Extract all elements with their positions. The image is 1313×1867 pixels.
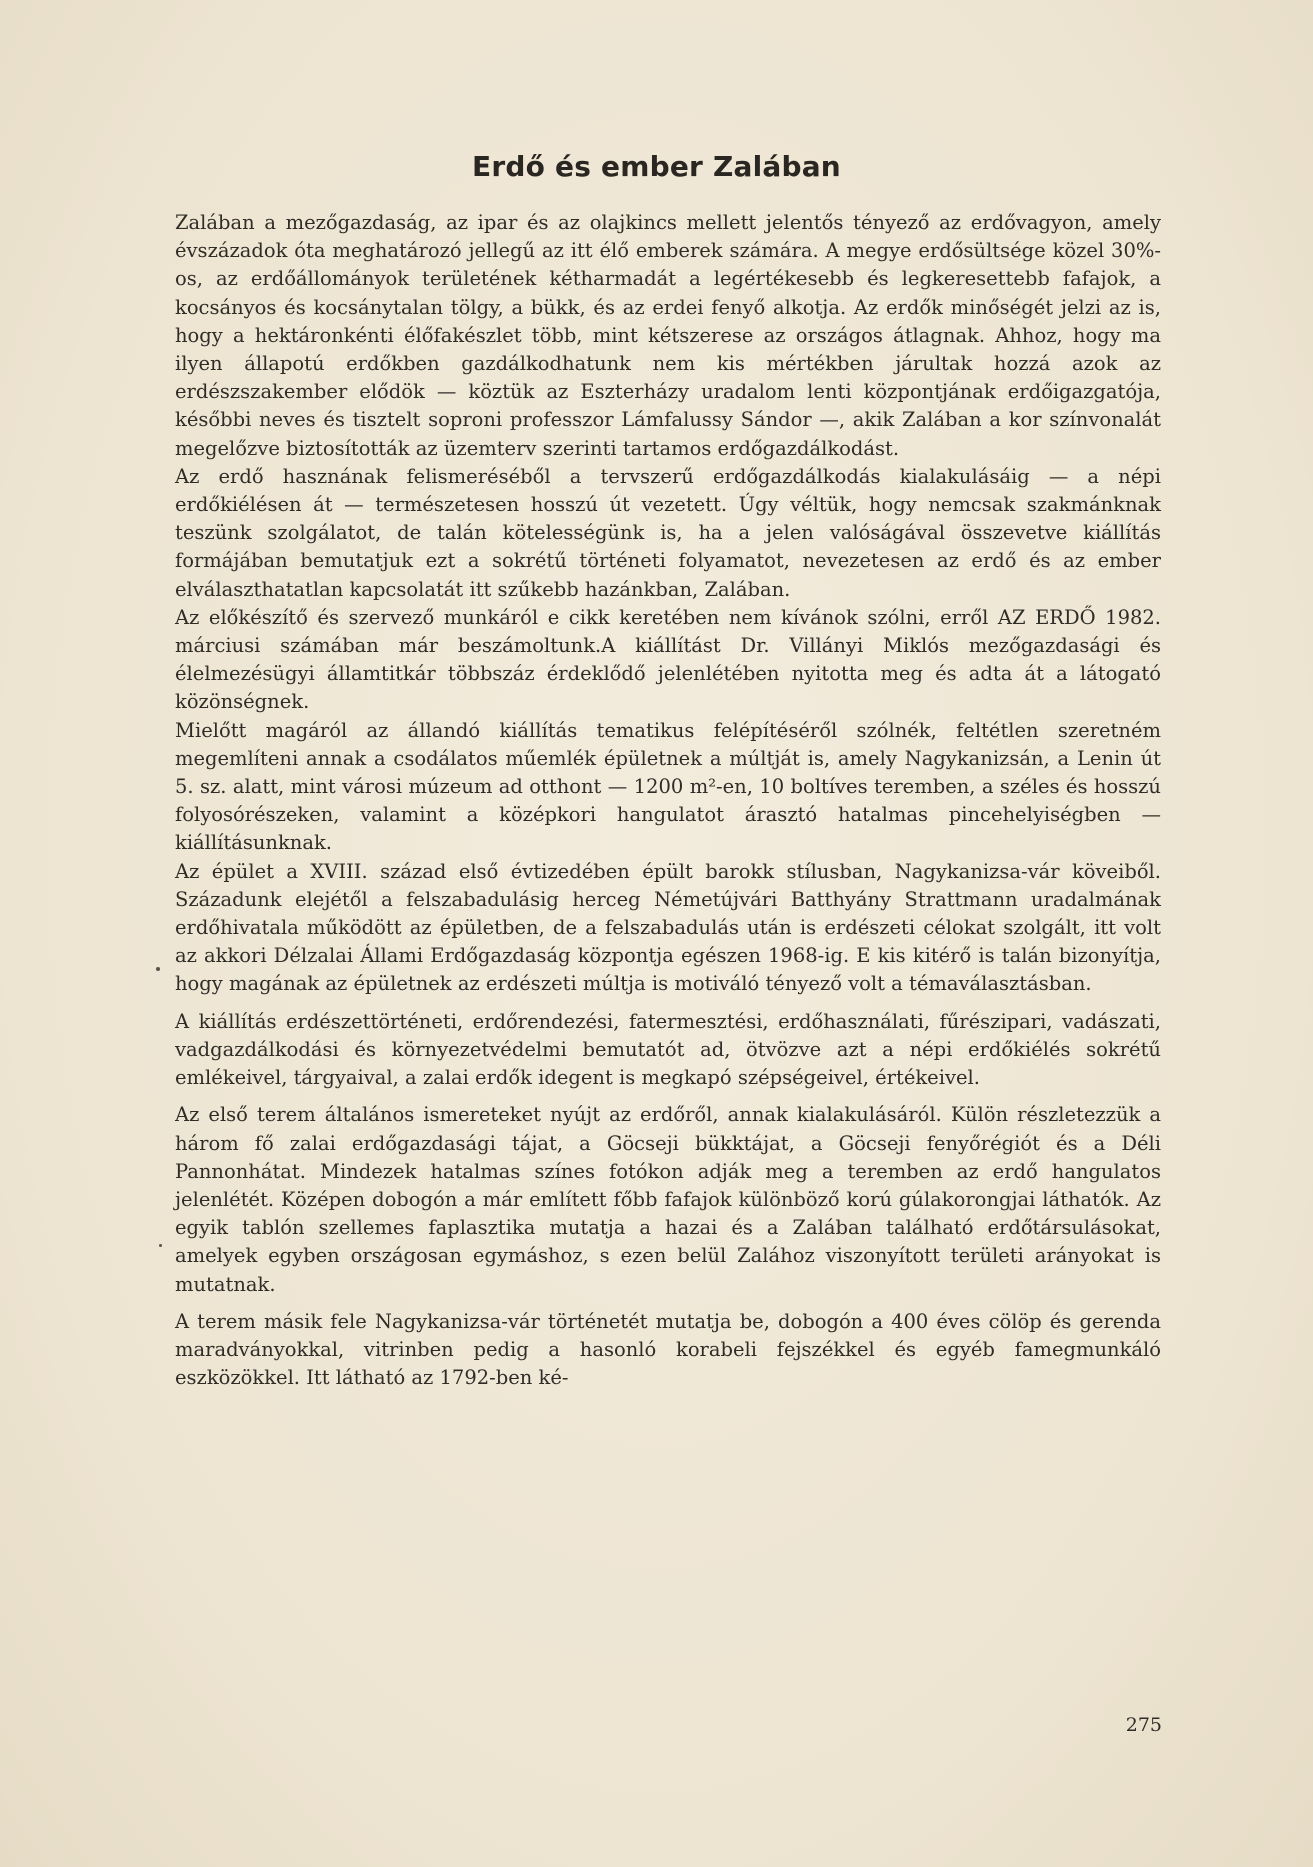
paragraph-4: Mielőtt magáról az állandó kiállítás tematikus felépítéséről szólnék, feltétlen szeretném megemlíteni annak a csodálatos műemlék épületnek a múltját is, amely Nagykanizsán, a Lenin út 5. sz. alatt, mint városi múzeum ad otthont — 1200 m²-en, 10 boltíves teremben, a széles és hosszú folyosórészeken, valamint a középkori hangulatot árasztó hatalmas pincehelyiségben — kiállításunknak.	[175, 718, 1161, 855]
print-speck	[159, 1244, 162, 1247]
paragraph-5: Az épület a XVIII. század első évtizedében épült barokk stílusban, Nagykanizsa-vár köveiből. Századunk elejétől a felszabadulásig herceg Németújvári Batthyány Strattmann uradalmának erdőhivatala működött az épületben, de a felszabadulás után is erdészeti célokat szolgált, itt volt az akkori Délzalai Állami Erdőgazdaság központja egészen 1968-ig. E kis kitérő is talán bizonyítja, hogy magának az épületnek az erdészeti múltja is motiváló tényező volt a témaválasztásban.	[175, 859, 1161, 996]
article-title: Erdő és ember Zalában	[472, 149, 841, 183]
paragraph-7: Az első terem általános ismereteket nyújt az erdőről, annak kialakulásáról. Külön részletezzük a három fő zalai erdőgazdasági tájat, a Göcseji bükktájat, a Göcseji fenyőrégiót és a Déli Pannonhátat. Mindezek hatalmas színes fotókon adják meg a teremben az erdő hangulatos jelenlétét. Középen dobogón a már említett főbb fafajok különböző korú gúlakorongjai láthatók. Az egyik tablón szellemes faplasztika mutatja a hazai és a Zalában található erdőtársulásokat, amelyek egyben országosan egymáshoz, s ezen belül Zalához viszonyított területi arányokat is mutatnak.	[175, 1103, 1161, 1296]
paragraph-6: A kiállítás erdészettörténeti, erdőrendezési, fatermesztési, erdőhasználati, fűrészipari, vadászati, vadgazdálkodási és környezetvédelmi bemutatót ad, ötvözve azt a népi erdőkiélés sokrétű emlékeivel, tárgyaival, a zalai erdők idegent is megkapó szépségeivel, értékeivel.	[175, 1009, 1161, 1090]
article-body	[175, 209, 1161, 1392]
paragraph-3: Az előkészítő és szervező munkáról e cikk keretében nem kívánok szólni, erről AZ ERDŐ 1982. márciusi számában már beszámoltunk.A kiállítást Dr. Villányi Miklós mezőgazdasági és élelmezésügyi államtitkár többszáz érdeklődő jelenlétében nyitotta meg és adta át a látogató közönségnek.	[175, 605, 1161, 714]
page-number: 275	[1125, 1714, 1162, 1736]
paragraph-2: Az erdő hasznának felismeréséből a tervszerű erdőgazdálkodás kialakulásáig — a népi erdőkiélésen át — természetesen hosszú út vezetett. Úgy véltük, hogy nemcsak szakmánknak teszünk szolgálatot, de talán kötelességünk is, ha a jelen valóságával összevetve kiállítás formájában bemutatjuk ezt a sokrétű történeti folyamatot, nevezetesen az erdő és az ember elválaszthatatlan kapcsolatát itt szűkebb hazánkban, Zalában.	[175, 464, 1161, 601]
paragraph-8: A terem másik fele Nagykanizsa-vár történetét mutatja be, dobogón a 400 éves cölöp és gerenda maradványokkal, vitrinben pedig a hasonló korabeli fejszékkel és egyéb famegmunkáló eszközökkel. Itt látható az 1792-ben ké-	[175, 1309, 1161, 1390]
paragraph-1: Zalában a mezőgazdaság, az ipar és az olajkincs mellett jelentős tényező az erdővagyon, amely évszázadok óta meghatározó jellegű az itt élő emberek számára. A megye erdősültsége közel 30%-os, az erdőállományok területének kétharmadát a legértékesebb és legkeresettebb fafajok, a kocsányos és kocsánytalan tölgy, a bükk, és az erdei fenyő alkotja. Az erdők minőségét jelzi az is, hogy a hektáronkénti élőfakészlet több, mint kétszerese az országos átlagnak. Ahhoz, hogy ma ilyen állapotú erdőkben gazdálkodhatunk nem kis mértékben járultak hozzá azok az erdészszakember elődök — köztük az Eszterházy uradalom lenti központjának erdőigazgatója, későbbi neves és tisztelt soproni professzor Lámfalussy Sándor —, akik Zalában a kor színvonalát megelőzve biztosították az üzemterv szerinti tartamos erdőgazdálkodást.	[175, 211, 1161, 460]
print-speck	[156, 967, 160, 971]
